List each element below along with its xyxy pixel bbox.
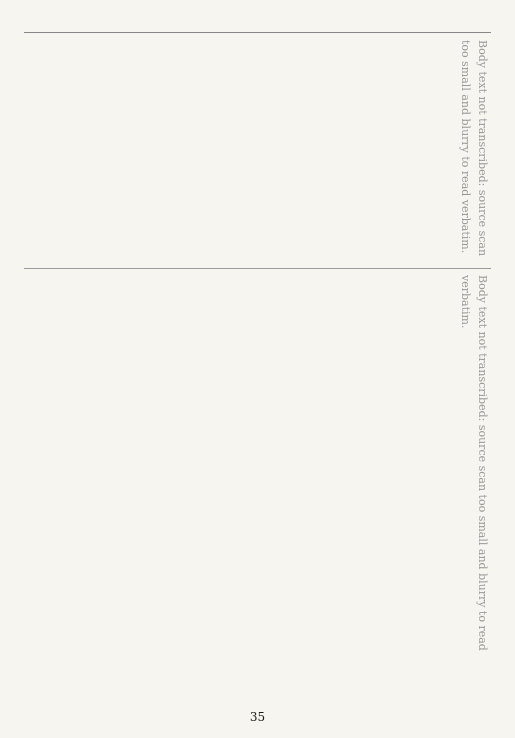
- upper-text-block: [24, 40, 491, 265]
- upper-placeholder-note: Body text not transcribed: source scan too small and blurry to read verbatim.: [459, 40, 489, 257]
- lower-text-block: [24, 275, 491, 695]
- section-divider: [24, 268, 491, 269]
- lower-placeholder-note: Body text not transcribed: source scan too small and blurry to read verbatim.: [459, 275, 489, 651]
- running-header: [24, 12, 491, 33]
- page-number: 35: [249, 710, 266, 724]
